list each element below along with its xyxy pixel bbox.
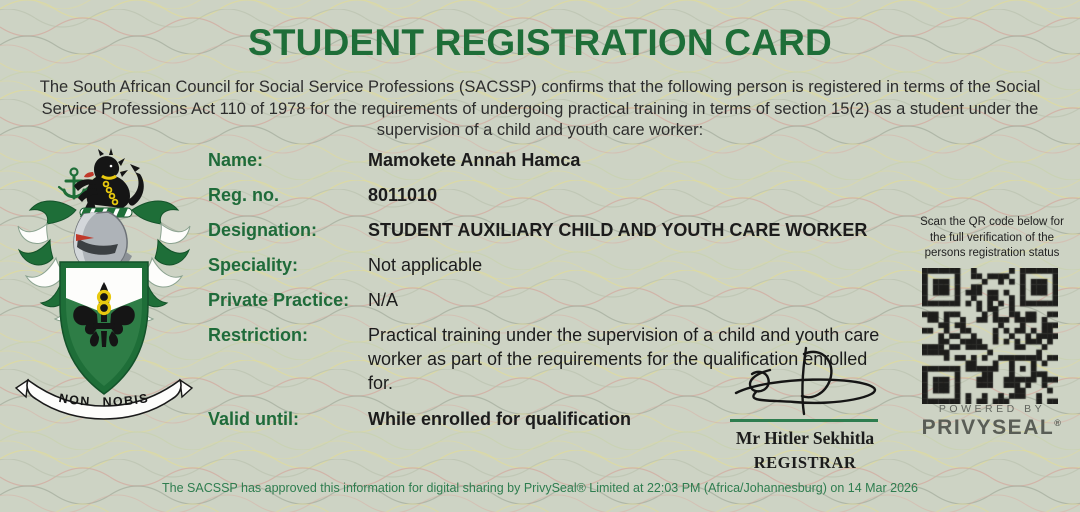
lion-and-anchor-icon — [59, 148, 144, 210]
field-reg-no-value: 8011010 — [368, 185, 438, 205]
motto-text: NON NOBIS — [57, 390, 151, 410]
field-speciality-label: Speciality: — [208, 255, 299, 275]
page-title: STUDENT REGISTRATION CARD — [248, 22, 832, 63]
field-name-value: Mamokete Annah Hamca — [368, 150, 581, 170]
field-valid-until-value: While enrolled for qualification — [368, 409, 632, 429]
powered-by-label: POWERED BY — [938, 403, 1046, 415]
field-reg-no-label: Reg. no. — [208, 185, 279, 205]
privyseal-branding — [912, 403, 1072, 440]
field-designation-label: Designation: — [208, 220, 318, 240]
field-restriction-value: Practical training under the supervision of a child and youth care worker as part of the requirements for the qualification enrolled for. — [368, 325, 880, 393]
qr-instruction-text: Scan the QR code below for the full verification of the persons registration status — [920, 216, 1064, 259]
privyseal-logo: PRIVYSEAL® — [921, 416, 1063, 439]
field-name-label: Name: — [208, 150, 264, 170]
field-private-practice-value: N/A — [368, 290, 399, 310]
registrar-signature-icon — [718, 346, 888, 418]
field-valid-until-label: Valid until: — [208, 409, 300, 429]
registrar-name: Mr Hitler Sekhitla — [735, 428, 875, 448]
sacssp-coat-of-arms — [14, 146, 194, 428]
field-speciality-value: Not applicable — [368, 255, 483, 275]
field-restriction-label: Restriction: — [208, 325, 309, 345]
field-reg-no — [208, 183, 938, 207]
signature-underline — [730, 419, 878, 422]
intro-paragraph: The South African Council for Social Service Professions (SACSSP) confirms that the following person is registered in terms of the Social Service Professions Act 110 of 1978 for the requirements of undergoing practical training in terms of section 15(2) as a student under the supervision of a child and youth care worker: — [39, 78, 1041, 139]
approval-footer: The SACSSP has approved this information for digital sharing by PrivySeal® Limited at 22:03 PM (Africa/Johannesburg) on 14 Mar 2026 — [162, 481, 918, 495]
qr-code — [922, 268, 1058, 404]
field-private-practice — [208, 288, 938, 312]
field-name — [208, 148, 938, 172]
shield-icon — [60, 262, 148, 394]
field-designation — [208, 218, 938, 242]
registered-trademark-icon: ® — [1054, 418, 1063, 428]
field-speciality — [208, 253, 938, 277]
registrar-title: REGISTRAR — [753, 453, 857, 472]
field-private-practice-label: Private Practice: — [208, 290, 350, 310]
field-designation-value: STUDENT AUXILIARY CHILD AND YOUTH CARE WORKER — [368, 220, 868, 240]
